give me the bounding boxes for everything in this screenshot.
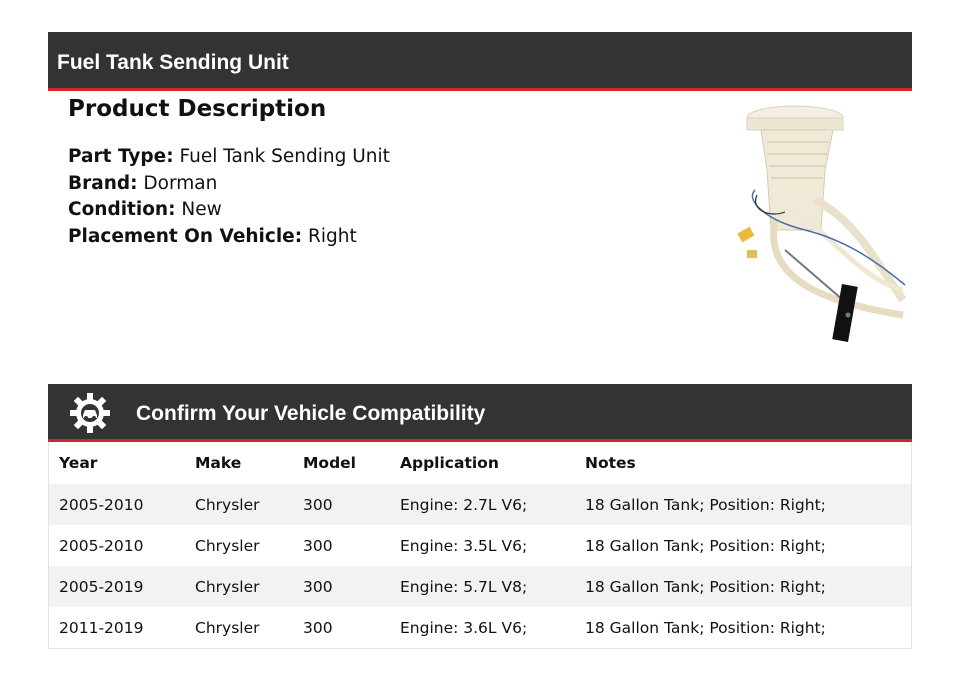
spec-placement: Placement On Vehicle: Right [68, 225, 357, 247]
column-notes: Notes [585, 454, 636, 472]
product-title: Fuel Tank Sending Unit [57, 51, 289, 74]
cell-application: Engine: 3.5L V6; [400, 536, 528, 555]
cell-application: Engine: 5.7L V8; [400, 577, 528, 596]
column-make: Make [195, 454, 242, 472]
product-image [725, 100, 907, 348]
table-header [49, 442, 911, 484]
cell-model: 300 [303, 495, 333, 514]
cell-application: Engine: 3.6L V6; [400, 618, 528, 637]
cell-model: 300 [303, 536, 333, 555]
spec-condition: Condition: New [68, 199, 222, 220]
table-row [49, 566, 911, 607]
cell-notes: 18 Gallon Tank; Position: Right; [585, 618, 826, 637]
cell-notes: 18 Gallon Tank; Position: Right; [585, 495, 826, 514]
gear-car-icon [68, 391, 112, 435]
cell-make: Chrysler [195, 495, 260, 514]
table-row [49, 525, 911, 566]
column-application: Application [400, 454, 499, 472]
cell-year: 2005-2019 [59, 577, 144, 596]
column-model: Model [303, 454, 356, 472]
product-description [68, 96, 628, 250]
cell-notes: 18 Gallon Tank; Position: Right; [585, 577, 826, 596]
spec-brand: Brand: Dorman [68, 172, 218, 194]
table-row [49, 484, 911, 525]
cell-year: 2005-2010 [59, 495, 144, 514]
cell-year: 2011-2019 [59, 618, 144, 637]
table-row [49, 607, 911, 648]
description-heading: Product Description [68, 96, 327, 122]
cell-application: Engine: 2.7L V6; [400, 495, 528, 514]
column-year: Year [59, 454, 98, 472]
cell-model: 300 [303, 577, 333, 596]
cell-make: Chrysler [195, 577, 260, 596]
compatibility-bar [48, 384, 912, 442]
cell-make: Chrysler [195, 536, 260, 555]
product-title-bar [48, 32, 912, 91]
cell-make: Chrysler [195, 618, 260, 637]
compatibility-title: Confirm Your Vehicle Compatibility [136, 402, 486, 425]
cell-year: 2005-2010 [59, 536, 144, 555]
cell-notes: 18 Gallon Tank; Position: Right; [585, 536, 826, 555]
spec-part-type: Part Type: Fuel Tank Sending Unit [68, 146, 390, 167]
compatibility-table [48, 442, 912, 649]
cell-model: 300 [303, 618, 333, 637]
